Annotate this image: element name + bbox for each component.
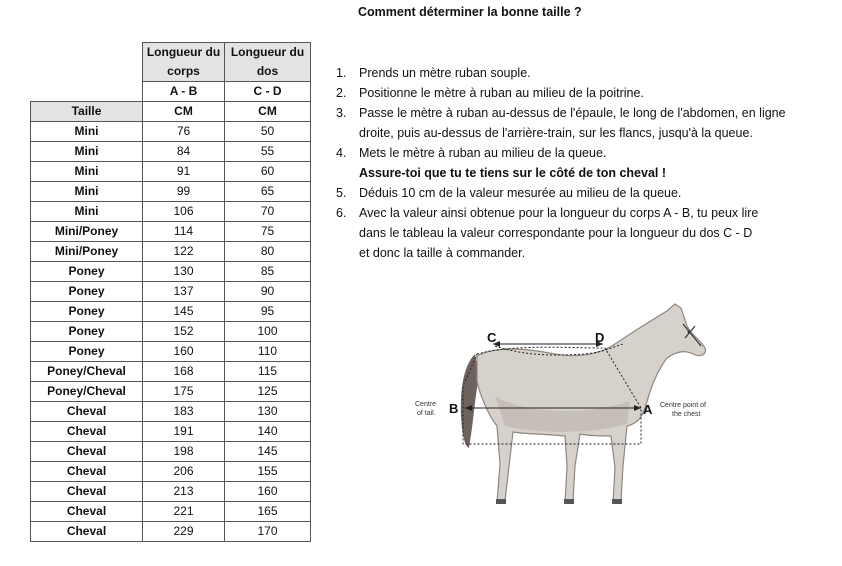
back-length-cell: 70 bbox=[225, 202, 311, 222]
step-number: 4. bbox=[336, 146, 347, 160]
step-text: Passe le mètre à ruban au-dessus de l'épaule, le long de l'abdomen, en ligne bbox=[359, 106, 786, 120]
body-length-cell: 122 bbox=[143, 242, 225, 262]
instruction-step bbox=[336, 223, 836, 243]
body-length-cell: 229 bbox=[143, 522, 225, 542]
back-length-cell: 125 bbox=[225, 382, 311, 402]
table-row bbox=[31, 142, 311, 162]
body-length-cell: 213 bbox=[143, 482, 225, 502]
size-cell: Mini bbox=[31, 142, 143, 162]
size-cell: Cheval bbox=[31, 402, 143, 422]
body-length-cell: 160 bbox=[143, 342, 225, 362]
size-cell: Mini bbox=[31, 182, 143, 202]
step-text: Déduis 10 cm de la valeur mesurée au milieu de la queue. bbox=[359, 186, 682, 200]
table-row bbox=[31, 182, 311, 202]
tail-caption-line2: of tail. bbox=[417, 410, 436, 417]
instruction-step bbox=[336, 103, 836, 123]
table-row bbox=[31, 202, 311, 222]
table-unit-row bbox=[31, 102, 311, 122]
table-row bbox=[31, 402, 311, 422]
table-row bbox=[31, 242, 311, 262]
header-body-length: Longueur du corps bbox=[143, 43, 225, 82]
table-row bbox=[31, 382, 311, 402]
label-b: B bbox=[449, 401, 459, 416]
body-length-cell: 130 bbox=[143, 262, 225, 282]
step-number: 3. bbox=[336, 106, 347, 120]
back-length-cell: 50 bbox=[225, 122, 311, 142]
back-length-cell: 80 bbox=[225, 242, 311, 262]
step-text: dans le tableau la valeur correspondante pour la longueur du dos C - D bbox=[359, 226, 753, 240]
size-cell: Poney bbox=[31, 262, 143, 282]
back-length-cell: 60 bbox=[225, 162, 311, 182]
body-length-cell: 84 bbox=[143, 142, 225, 162]
table-row bbox=[31, 522, 311, 542]
body-length-cell: 145 bbox=[143, 302, 225, 322]
label-d: D bbox=[595, 330, 605, 345]
instruction-step bbox=[336, 123, 836, 143]
body-length-cell: 114 bbox=[143, 222, 225, 242]
body-length-cell: 191 bbox=[143, 422, 225, 442]
step-text: droite, puis au-dessus de l'arrière-train, sur les flancs, jusqu'à la queue. bbox=[359, 126, 753, 140]
step-number: 6. bbox=[336, 206, 347, 220]
table-row bbox=[31, 442, 311, 462]
header-back-length: Longueur du dos bbox=[225, 43, 311, 82]
body-length-cell: 76 bbox=[143, 122, 225, 142]
body-length-cell: 221 bbox=[143, 502, 225, 522]
step-text: Assure-toi que tu te tiens sur le côté de ton cheval ! bbox=[359, 166, 667, 180]
size-cell: Poney bbox=[31, 342, 143, 362]
body-length-cell: 106 bbox=[143, 202, 225, 222]
label-c: C bbox=[487, 330, 497, 345]
back-length-cell: 140 bbox=[225, 422, 311, 442]
table-body bbox=[31, 122, 311, 542]
hoof-front-2 bbox=[564, 499, 574, 504]
instruction-step bbox=[336, 143, 836, 163]
back-length-cell: 145 bbox=[225, 442, 311, 462]
back-length-cell: 110 bbox=[225, 342, 311, 362]
size-cell: Poney bbox=[31, 302, 143, 322]
table-row bbox=[31, 162, 311, 182]
chest-caption-line2: the chest bbox=[672, 411, 701, 418]
instruction-step bbox=[336, 63, 836, 83]
body-length-cell: 99 bbox=[143, 182, 225, 202]
back-length-cell: 155 bbox=[225, 462, 311, 482]
unit-body: CM bbox=[143, 102, 225, 122]
back-length-cell: 95 bbox=[225, 302, 311, 322]
size-cell: Cheval bbox=[31, 482, 143, 502]
tail-caption-line1: Centre bbox=[415, 401, 437, 408]
body-length-cell: 152 bbox=[143, 322, 225, 342]
table-row bbox=[31, 362, 311, 382]
subheader-back-cd: C - D bbox=[225, 82, 311, 102]
back-length-cell: 100 bbox=[225, 322, 311, 342]
table-row bbox=[31, 222, 311, 242]
back-length-cell: 165 bbox=[225, 502, 311, 522]
step-number: 5. bbox=[336, 186, 347, 200]
table-row bbox=[31, 482, 311, 502]
size-cell: Cheval bbox=[31, 522, 143, 542]
back-length-cell: 65 bbox=[225, 182, 311, 202]
table-row bbox=[31, 502, 311, 522]
body-length-cell: 175 bbox=[143, 382, 225, 402]
instruction-step bbox=[336, 83, 836, 103]
instruction-note bbox=[336, 163, 836, 183]
body-length-cell: 198 bbox=[143, 442, 225, 462]
size-cell: Poney/Cheval bbox=[31, 362, 143, 382]
step-text: Positionne le mètre à ruban au milieu de la poitrine. bbox=[359, 86, 644, 100]
body-length-cell: 137 bbox=[143, 282, 225, 302]
instruction-list bbox=[336, 63, 836, 263]
size-cell: Mini bbox=[31, 122, 143, 142]
body-length-cell: 91 bbox=[143, 162, 225, 182]
step-text: Mets le mètre à ruban au milieu de la queue. bbox=[359, 146, 607, 160]
step-text: Avec la valeur ainsi obtenue pour la longueur du corps A - B, tu peux lire bbox=[359, 206, 759, 220]
size-cell: Mini bbox=[31, 162, 143, 182]
size-cell: Poney/Cheval bbox=[31, 382, 143, 402]
instruction-step bbox=[336, 203, 836, 223]
table-row bbox=[31, 302, 311, 322]
table-row bbox=[31, 322, 311, 342]
step-text: et donc la taille à commander. bbox=[359, 246, 526, 260]
size-cell: Cheval bbox=[31, 422, 143, 442]
instruction-step bbox=[336, 183, 836, 203]
body-length-cell: 183 bbox=[143, 402, 225, 422]
back-length-cell: 90 bbox=[225, 282, 311, 302]
unit-back: CM bbox=[225, 102, 311, 122]
table-row bbox=[31, 262, 311, 282]
header-size: Taille bbox=[31, 102, 143, 122]
size-table bbox=[30, 42, 311, 542]
step-text: Prends un mètre ruban souple. bbox=[359, 66, 531, 80]
instruction-step bbox=[336, 243, 836, 263]
table-row bbox=[31, 282, 311, 302]
back-length-cell: 85 bbox=[225, 262, 311, 282]
hoof-back bbox=[496, 499, 506, 504]
horse-tail bbox=[461, 354, 479, 448]
table-row bbox=[31, 342, 311, 362]
table-row bbox=[31, 422, 311, 442]
back-length-cell: 130 bbox=[225, 402, 311, 422]
size-cell: Cheval bbox=[31, 502, 143, 522]
size-cell: Poney bbox=[31, 322, 143, 342]
step-number: 2. bbox=[336, 86, 347, 100]
back-length-cell: 160 bbox=[225, 482, 311, 502]
size-cell: Mini/Poney bbox=[31, 222, 143, 242]
size-cell: Cheval bbox=[31, 442, 143, 462]
horse-measurement-diagram bbox=[405, 296, 735, 521]
chest-caption-line1: Centre point of bbox=[660, 402, 706, 409]
size-cell: Cheval bbox=[31, 462, 143, 482]
back-length-cell: 115 bbox=[225, 362, 311, 382]
size-cell: Mini/Poney bbox=[31, 242, 143, 262]
body-length-cell: 206 bbox=[143, 462, 225, 482]
size-cell: Mini bbox=[31, 202, 143, 222]
label-a: A bbox=[643, 402, 653, 417]
table-row bbox=[31, 122, 311, 142]
hoof-front bbox=[612, 499, 622, 504]
page-title: Comment déterminer la bonne taille ? bbox=[358, 5, 582, 19]
table-corner bbox=[31, 43, 143, 102]
back-length-cell: 75 bbox=[225, 222, 311, 242]
step-number: 1. bbox=[336, 66, 347, 80]
back-length-cell: 55 bbox=[225, 142, 311, 162]
table-row bbox=[31, 462, 311, 482]
back-length-cell: 170 bbox=[225, 522, 311, 542]
subheader-body-ab: A - B bbox=[143, 82, 225, 102]
body-length-cell: 168 bbox=[143, 362, 225, 382]
size-cell: Poney bbox=[31, 282, 143, 302]
table-header-row bbox=[31, 43, 311, 82]
